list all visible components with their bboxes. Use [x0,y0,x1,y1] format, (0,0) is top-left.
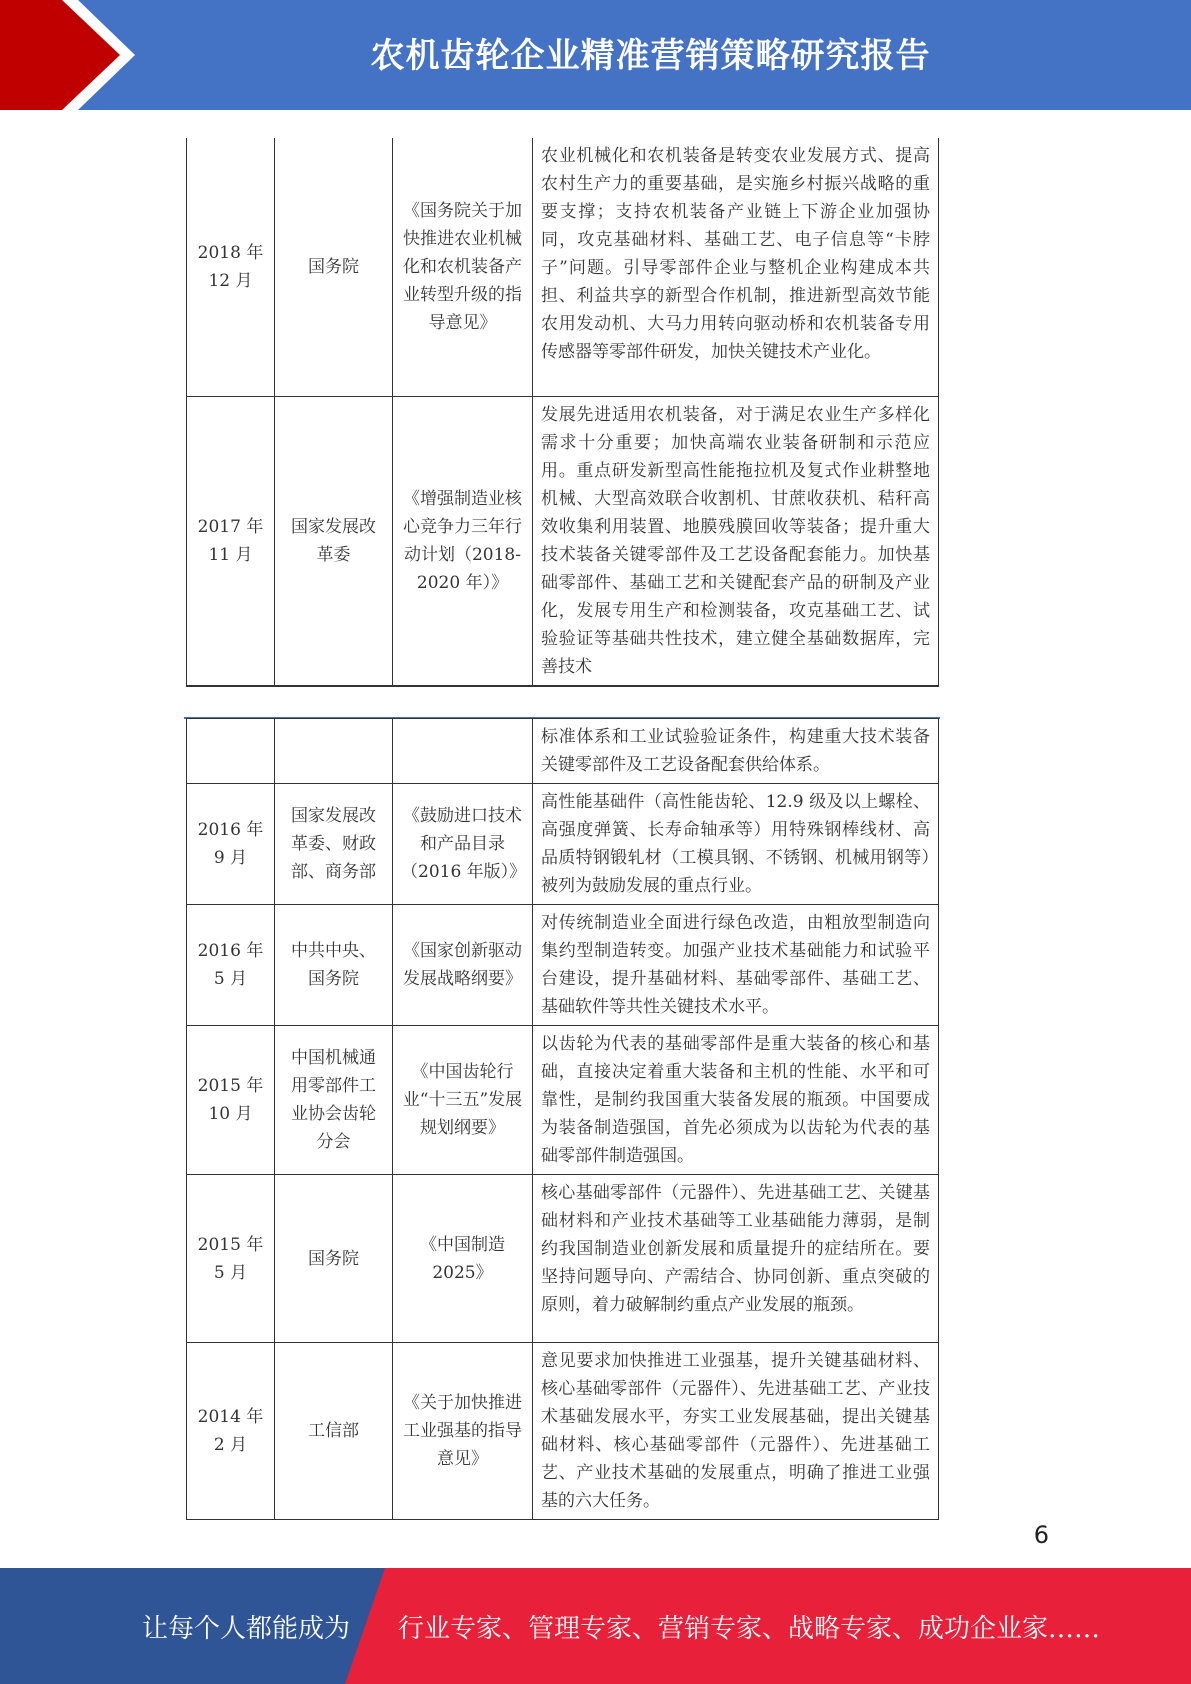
content-cell: 农业机械化和农机装备是转变农业发展方式、提高农村生产力的重要基础，是实施乡村振兴战略的重要支撑；支持农机装备产业链上下游企业加强协同，攻克基础材料、基础工艺、电子信息等“卡脖子”问题。引导零部件企业与整机企业构建成本共担、利益共享的新型合作机制，推进新型高效节能农用发动机、大马力用转向驱动桥和农机装备专用传感器等零部件研发，加快关键技术产业化。 [533,138,939,396]
agency-cell: 国家发展改革委、财政部、商务部 [275,784,393,905]
date-cell: 2018 年 12 月 [187,138,275,396]
content-cell: 以齿轮为代表的基础零部件是重大装备的核心和基础，直接决定着重大装备和主机的性能、水平和可靠性，是制约我国重大装备发展的瓶颈。中国要成为装备制造强国，首先必须成为以齿轮为代表的基础零部件制造强国。 [533,1026,939,1175]
agency-cell [275,719,393,784]
date-cell: 2017 年 11 月 [187,396,275,686]
table-row-continuation [187,719,939,784]
agency-cell: 中国机械通用零部件工业协会齿轮分会 [275,1026,393,1175]
header-arrow-decoration [0,0,150,110]
agency-cell: 国务院 [275,138,393,396]
date-cell: 2015 年 5 月 [187,1175,275,1343]
document-cell: 《中国制造 2025》 [393,1175,533,1343]
footer-slogan-right: 行业专家、管理专家、营销专家、战略专家、成功企业家…… [398,1614,1101,1644]
content-cell: 意见要求加快推进工业强基，提升关键基础材料、核心基础零部件（元器件）、先进基础工艺、产业技术基础发展水平，夯实工业发展基础，提出关键基础材料、核心基础零部件（元器件）、先进基础工艺、产业技术基础的发展重点，明确了推进工业强基的六大任务。 [533,1343,939,1520]
document-cell: 《鼓励进口技术和产品目录（2016 年版）》 [393,784,533,905]
report-title: 农机齿轮企业精准营销策略研究报告 [370,36,931,76]
table-row [187,1175,939,1343]
policy-table-part-2 [186,718,939,1520]
table-row [187,138,939,396]
date-cell: 2016 年 5 月 [187,905,275,1026]
date-cell: 2016 年 9 月 [187,784,275,905]
table-row [187,905,939,1026]
document-cell [393,719,533,784]
document-cell: 《关于加快推进工业强基的指导意见》 [393,1343,533,1520]
page-number: 6 [1033,1521,1049,1549]
date-cell: 2015 年 10 月 [187,1026,275,1175]
agency-cell: 国务院 [275,1175,393,1343]
document-cell: 《国家创新驱动发展战略纲要》 [393,905,533,1026]
content-cell: 高性能基础件（高性能齿轮、12.9 级及以上螺栓、高强度弹簧、长寿命轴承等）用特殊钢棒线材、高品质特钢锻轧材（工模具钢、不锈钢、机械用钢等）被列为鼓励发展的重点行业。 [533,784,939,905]
content-cell: 核心基础零部件（元器件）、先进基础工艺、关键基础材料和产业技术基础等工业基础能力薄弱，是制约我国制造业创新发展和质量提升的症结所在。要坚持问题导向、产需结合、协同创新、重点突破的原则，着力破解制约重点产业发展的瓶颈。 [533,1175,939,1343]
content-cell: 发展先进适用农机装备，对于满足农业生产多样化需求十分重要；加快高端农业装备研制和示范应用。重点研发新型高性能拖拉机及复式作业耕整地机械、大型高效联合收割机、甘蔗收获机、秸秆高效收集利用装置、地膜残膜回收等装备；提升重大技术装备关键零部件及工艺设备配套能力。加快基础零部件、基础工艺和关键配套产品的研制及产业化，发展专用生产和检测装备，攻克基础工艺、试验验证等基础共性技术，建立健全基础数据库，完善技术 [533,396,939,686]
content-cell: 标准体系和工业试验验证条件，构建重大技术装备关键零部件及工艺设备配套供给体系。 [533,719,939,784]
agency-cell: 国家发展改革委 [275,396,393,686]
table-row [187,1026,939,1175]
document-cell: 《增强制造业核心竞争力三年行动计划（2018-2020 年）》 [393,396,533,686]
page-header [0,0,1191,110]
date-cell [187,719,275,784]
content-cell: 对传统制造业全面进行绿色改造，由粗放型制造向集约型制造转变。加强产业技术基础能力和试验平台建设，提升基础材料、基础零部件、基础工艺、基础软件等共性关键技术水平。 [533,905,939,1026]
document-cell: 《中国齿轮行业“十三五”发展规划纲要》 [393,1026,533,1175]
table-row [187,784,939,905]
table-row [187,396,939,686]
policy-table-part-1 [186,138,939,687]
agency-cell: 中共中央、国务院 [275,905,393,1026]
document-cell: 《国务院关于加快推进农业机械化和农机装备产业转型升级的指导意见》 [393,138,533,396]
footer-slogan-left: 让每个人都能成为 [142,1614,351,1644]
table-row [187,1343,939,1520]
date-cell: 2014 年 2 月 [187,1343,275,1520]
agency-cell: 工信部 [275,1343,393,1520]
